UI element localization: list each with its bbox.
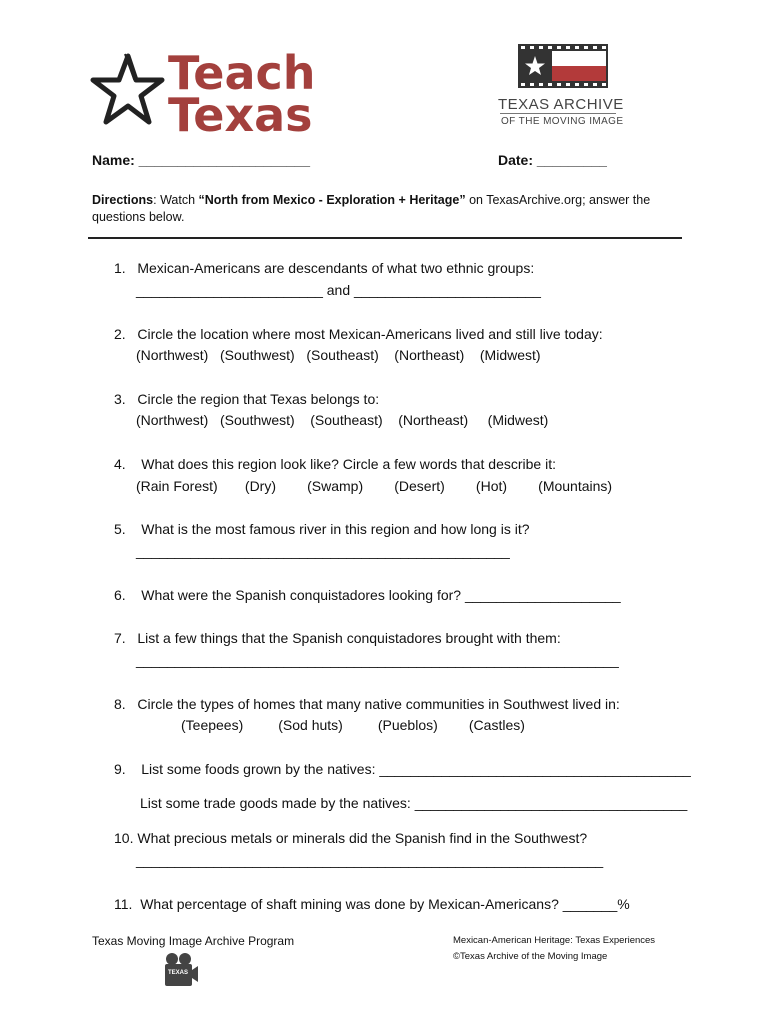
question-7: 7. List a few things that the Spanish conquistadores brought with them: bbox=[114, 630, 561, 646]
question-7-answer[interactable]: ______________________________________________________________ bbox=[136, 652, 619, 668]
logo-teach-text: Teach bbox=[168, 46, 316, 100]
question-9b[interactable]: List some trade goods made by the natives: ___________________________________ bbox=[140, 795, 688, 811]
movie-camera-badge-icon bbox=[163, 952, 199, 988]
directions bbox=[92, 192, 672, 226]
name-field[interactable]: Name: ______________________ bbox=[92, 152, 310, 168]
directions-text-2: on TexasArchive.org; answer the questions below. bbox=[92, 193, 651, 224]
footer-program: Texas Moving Image Archive Program bbox=[92, 934, 295, 948]
archive-subtitle: OF THE MOVING IMAGE bbox=[501, 116, 624, 127]
archive-title: TEXAS ARCHIVE bbox=[498, 96, 624, 113]
question-8: 8. Circle the types of homes that many native communities in Southwest lived in: bbox=[114, 696, 620, 712]
question-2: 2. Circle the location where most Mexican-Americans lived and still live today: bbox=[114, 326, 603, 342]
question-10: 10. What precious metals or minerals did the Spanish find in the Southwest? bbox=[114, 830, 588, 846]
question-1: 1. Mexican-Americans are descendants of what two ethnic groups: bbox=[114, 260, 535, 276]
directions-text-1: : Watch bbox=[153, 193, 199, 207]
teach-texas-star-logo-icon bbox=[88, 50, 166, 130]
footer-copyright: ©Texas Archive of the Moving Image bbox=[453, 951, 608, 962]
question-8-options[interactable]: (Teepees) (Sod huts) (Pueblos) (Castles) bbox=[181, 717, 525, 733]
footer-series: Mexican-American Heritage: Texas Experiences bbox=[453, 935, 656, 946]
date-field[interactable]: Date: _________ bbox=[498, 152, 607, 168]
question-3-options[interactable]: (Northwest) (Southwest) (Southeast) (Northeast) (Midwest) bbox=[136, 412, 549, 428]
question-10-answer[interactable]: ____________________________________________________________ bbox=[136, 852, 604, 868]
directions-label: Directions bbox=[92, 193, 154, 207]
question-4: 4. What does this region look like? Circle a few words that describe it: bbox=[114, 456, 556, 472]
question-2-options[interactable]: (Northwest) (Southwest) (Southeast) (Northeast) (Midwest) bbox=[136, 347, 541, 363]
question-3: 3. Circle the region that Texas belongs to: bbox=[114, 391, 380, 407]
video-title: “North from Mexico - Exploration + Heritage” bbox=[198, 193, 466, 207]
badge-text: TEXAS bbox=[167, 970, 189, 976]
question-6[interactable]: 6. What were the Spanish conquistadores looking for? ____________________ bbox=[114, 587, 621, 603]
question-5-answer[interactable]: ________________________________________________ bbox=[136, 543, 510, 559]
section-divider bbox=[88, 237, 682, 239]
archive-divider bbox=[500, 113, 616, 114]
question-4-options[interactable]: (Rain Forest) (Dry) (Swamp) (Desert) (Hot) (Mountains) bbox=[136, 478, 613, 494]
texas-archive-flag-logo-icon bbox=[518, 44, 608, 88]
logo-texas-text: Texas bbox=[168, 88, 313, 142]
question-9a[interactable]: 9. List some foods grown by the natives: ________________________________________ bbox=[114, 761, 691, 777]
question-1-answer[interactable]: ________________________ and ________________________ bbox=[136, 282, 541, 298]
question-5: 5. What is the most famous river in this region and how long is it? bbox=[114, 521, 530, 537]
question-11[interactable]: 11. What percentage of shaft mining was done by Mexican-Americans? _______% bbox=[114, 896, 630, 912]
